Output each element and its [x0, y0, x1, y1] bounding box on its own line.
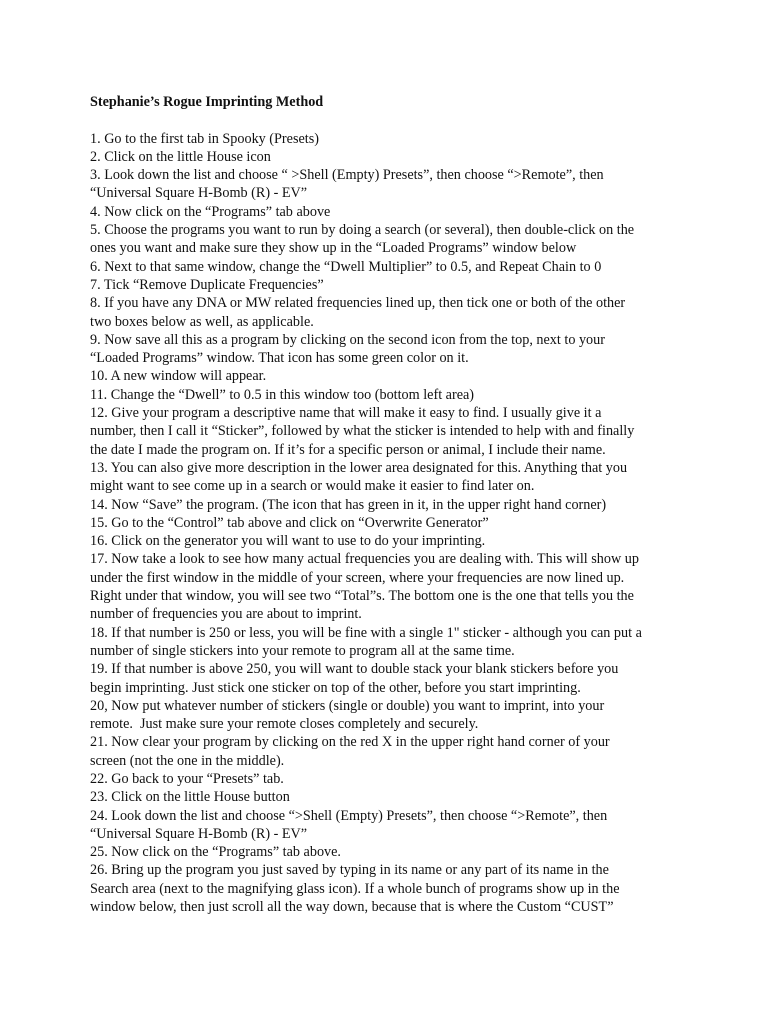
step-item: 17. Now take a look to see how many actual frequencies you are dealing with. This will show up under the first window in the middle of your screen, where your frequencies are now lined up. Right under that window, you will see two “Total”s. The bottom one is the one that tells you the number of frequencies you are about to imprint. — [90, 551, 639, 623]
step-item: 16. Click on the generator you will want to use to do your imprinting. — [90, 533, 486, 550]
step-item: 15. Go to the “Control” tab above and click on “Overwrite Generator” — [90, 514, 489, 531]
step-item: 13. You can also give more description in the lower area designated for this. Anything that you might want to see come up in a search or would make it easier to find later on. — [90, 459, 628, 495]
step-item: 5. Choose the programs you want to run by doing a search (or several), then double-click on the ones you want and make sure they show up in the “Loaded Programs” window below — [90, 222, 635, 257]
step-item: 14. Now “Save” the program. (The icon that has green in it, in the upper right hand corner) — [90, 496, 607, 513]
step-item: 3. Look down the list and choose “ >Shell (Empty) Presets”, then choose “>Remote”, then “Universal Square H-Bomb (R) - EV” — [90, 167, 604, 202]
document-page — [90, 93, 690, 916]
step-item: 9. Now save all this as a program by clicking on the second icon from the top, next to your “Loaded Programs” window. That icon has some green color on it. — [90, 331, 605, 367]
step-item: 12. Give your program a descriptive name that will make it easy to find. I usually give it a number, then I call it “Sticker”, followed by what the sticker is intended to help with and finally the date I made the program on. If it’s for a specific person or animal, I include their name. — [90, 405, 635, 458]
step-item: 6. Next to that same window, change the “Dwell Multiplier” to 0.5, and Repeat Chain to 0 — [90, 258, 602, 275]
step-item: 21. Now clear your program by clicking on the red X in the upper right hand corner of your screen (not the one in the middle). — [90, 734, 610, 769]
step-item: 19. If that number is above 250, you will want to double stack your blank stickers before you begin imprinting. Just stick one sticker on top of the other, before you start imprinting. — [90, 661, 619, 696]
steps-list — [90, 130, 690, 917]
step-item: 10. A new window will appear. — [90, 368, 267, 385]
step-item: 7. Tick “Remove Duplicate Frequencies” — [90, 276, 324, 293]
step-item: 26. Bring up the program you just saved by typing in its name or any part of its name in the Search area (next to the magnifying glass icon). If a whole bunch of programs show up in the window below, then just scroll all the way down, because that is where the Custom “CUST” — [90, 862, 620, 916]
step-item: 8. If you have any DNA or MW related frequencies lined up, then tick one or both of the other two boxes below as well, as applicable. — [90, 295, 626, 330]
step-item: 18. If that number is 250 or less, you will be fine with a single 1" sticker - although you can put a number of single stickers into your remote to program all at the same time. — [90, 624, 642, 659]
step-item: 25. Now click on the “Programs” tab above. — [90, 844, 341, 861]
step-item: 22. Go back to your “Presets” tab. — [90, 770, 284, 787]
step-item: 1. Go to the first tab in Spooky (Presets) — [90, 130, 319, 147]
step-item: 11. Change the “Dwell” to 0.5 in this window too (bottom left area) — [90, 386, 475, 403]
step-item: 24. Look down the list and choose “>Shell (Empty) Presets”, then choose “>Remote”, then “Universal Square H-Bomb (R) - EV” — [90, 807, 608, 842]
step-item: 2. Click on the little House icon — [90, 148, 271, 165]
document-title: Stephanie’s Rogue Imprinting Method — [90, 94, 324, 110]
step-item: 23. Click on the little House button — [90, 789, 290, 806]
step-item: 20, Now put whatever number of stickers (single or double) you want to imprint, into your remote. Just make sure your remote closes completely and securely. — [90, 697, 605, 733]
step-item: 4. Now click on the “Programs” tab above — [90, 203, 331, 220]
